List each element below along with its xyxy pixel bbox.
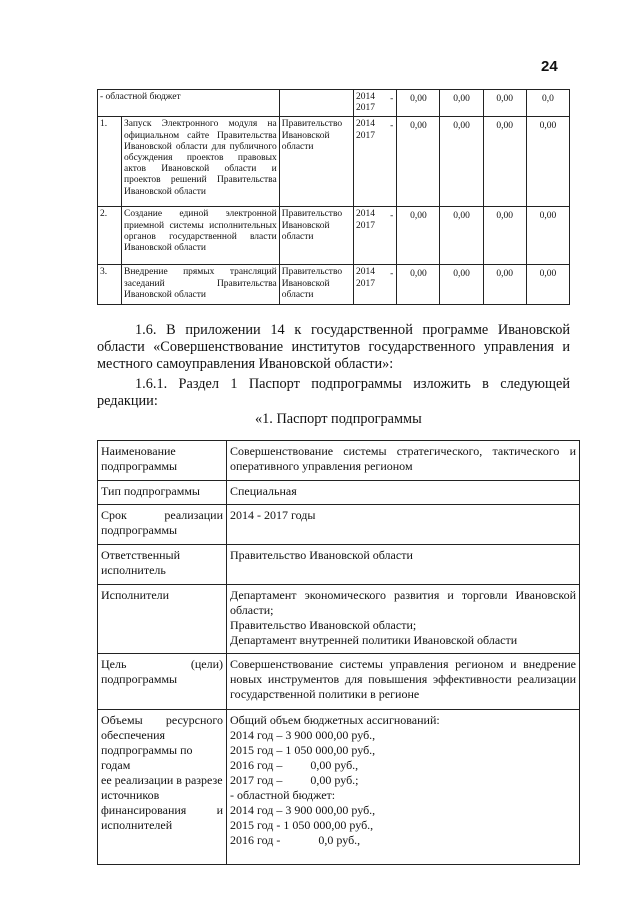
executors-value: Департамент экономического развития и торговли Ивановской области; Правительство Ивановской области; Департамент внутренней политики Ивановской области	[227, 585, 580, 654]
row-value: 0,00	[483, 207, 526, 265]
funding-label: Объемы ресурсного обеспечения подпрограммы по годам ее реализации в разрезе источников финансирования и исполнителей	[98, 710, 227, 865]
name-value: Совершенствование системы стратегического, тактического и оперативного управления регионом	[227, 441, 580, 481]
row-value: 0,00	[397, 117, 440, 207]
row-num: 3.	[98, 265, 122, 305]
row-value: 0,0	[526, 90, 569, 117]
funding-value: Общий объем бюджетных ассигнований: 2014 год – 3 900 000,00 руб., 2015 год – 1 050 000,00 руб., 2016 год – 0,00 руб., 2017 год – 0,00 руб.; - областной бюджет: 2014 год – 3 900 000,00 руб., 2015 год - 1 050 000,00 руб., 2016 год - 0,0 руб.,	[227, 710, 580, 865]
term-label: Срок реализации подпрограммы	[98, 505, 227, 545]
row-years: 2014 2017 -	[353, 117, 396, 207]
row-executor: Правительство Ивановской области	[279, 265, 353, 305]
row-value: 0,00	[526, 207, 569, 265]
table-row	[98, 710, 580, 865]
goal-label: Цель (цели) подпрограммы	[98, 654, 227, 710]
responsible-value: Правительство Ивановской области	[227, 545, 580, 585]
row-executor: Правительство Ивановской области	[279, 207, 353, 265]
table-row	[98, 545, 580, 585]
row-executor	[279, 90, 353, 117]
row-value: 0,00	[526, 117, 569, 207]
passport-title: «1. Паспорт подпрограммы	[255, 411, 422, 427]
row-name: - областной бюджет	[98, 90, 280, 117]
type-value: Специальная	[227, 481, 580, 505]
row-value: 0,00	[440, 90, 483, 117]
table-row	[98, 117, 570, 207]
paragraph-1-6-1: 1.6.1. Раздел 1 Паспорт подпрограммы изложить в следующей редакции:	[97, 376, 570, 409]
activities-table	[97, 89, 570, 305]
table-row	[98, 654, 580, 710]
row-value: 0,00	[526, 265, 569, 305]
row-years: 2014 2017 -	[353, 207, 396, 265]
row-executor: Правительство Ивановской области	[279, 117, 353, 207]
page-number: 24	[541, 58, 558, 75]
responsible-label: Ответственный исполнитель	[98, 545, 227, 585]
executors-label: Исполнители	[98, 585, 227, 654]
row-value: 0,00	[440, 117, 483, 207]
table-row	[98, 441, 580, 481]
row-name: Запуск Электронного модуля на официальном сайте Правительства Ивановской области для публичного обсуждения проектов правовых актов Ивановской области и проектов решений Правительства Ивановской области	[121, 117, 279, 207]
table-row	[98, 505, 580, 545]
row-value: 0,00	[397, 265, 440, 305]
type-label: Тип подпрограммы	[98, 481, 227, 505]
table-row	[98, 585, 580, 654]
row-value: 0,00	[440, 265, 483, 305]
goal-value: Совершенствование системы управления регионом и внедрение новых инструментов для повышения эффективности реализации государственной политики в регионе	[227, 654, 580, 710]
row-years: 2014 2017 -	[353, 90, 396, 117]
name-label: Наименование подпрограммы	[98, 441, 227, 481]
row-value: 0,00	[483, 90, 526, 117]
row-value: 0,00	[397, 90, 440, 117]
row-value: 0,00	[440, 207, 483, 265]
row-name: Создание единой электронной приемной системы исполнительных органов государственной власти Ивановской области	[121, 207, 279, 265]
row-value: 0,00	[483, 117, 526, 207]
paragraph-1-6: 1.6. В приложении 14 к государственной программе Ивановской области «Совершенствование институтов государственного управления и местного самоуправления Ивановской области»:	[97, 322, 570, 372]
row-years: 2014 2017 -	[353, 265, 396, 305]
passport-table	[97, 440, 580, 865]
term-value: 2014 - 2017 годы	[227, 505, 580, 545]
table-row	[98, 265, 570, 305]
table-row	[98, 481, 580, 505]
row-value: 0,00	[397, 207, 440, 265]
row-name: Внедрение прямых трансляций заседаний Правительства Ивановской области	[121, 265, 279, 305]
row-num: 2.	[98, 207, 122, 265]
row-num: 1.	[98, 117, 122, 207]
table-row	[98, 207, 570, 265]
table-row	[98, 90, 570, 117]
row-value: 0,00	[483, 265, 526, 305]
